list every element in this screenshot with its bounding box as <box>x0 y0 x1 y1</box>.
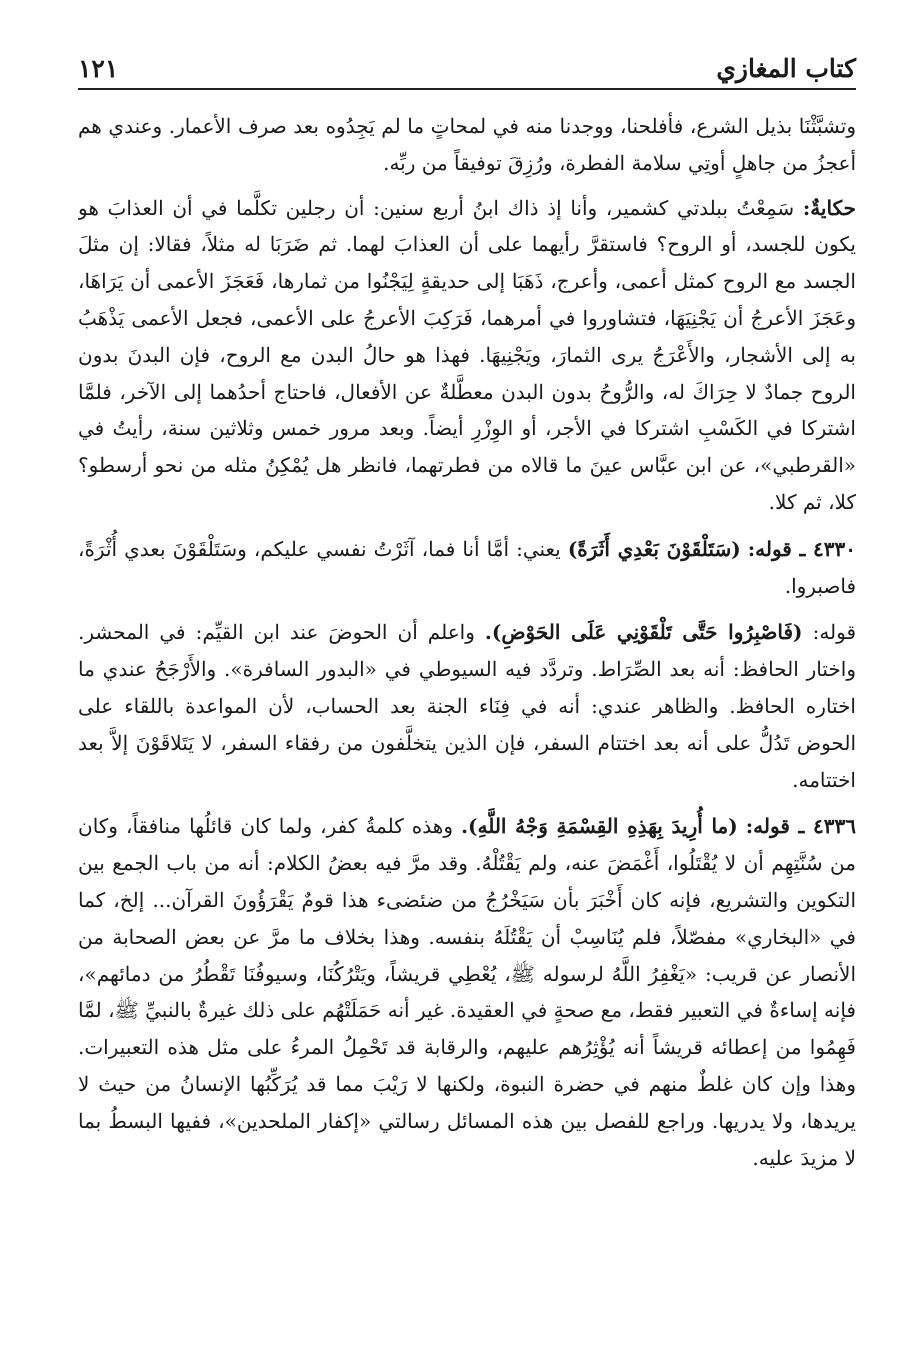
paragraph-lead: قوله: <box>812 620 856 645</box>
paragraph-1 <box>78 108 856 182</box>
paragraph-text: وتشبَّثْنَا بذيل الشرع، فأفلحنا، ووجدنا منه في لمحاتٍ ما لم يَجِدُوه بعد صرف الأعمار. وعندي هم أعجزُ من جاهلٍ أوتِي سلامة الفطرة، ورُزِقَ توفيقاً من ربِّه. <box>78 114 856 175</box>
running-title: كتاب المغازي <box>716 54 856 83</box>
page-header <box>78 52 856 90</box>
page-number: ١٢١ <box>78 54 119 83</box>
hadith-quote: (ما أُرِيدَ بِهَذِهِ القِسْمَةِ وَجْهُ اللَّهِ). <box>461 814 738 839</box>
hadith-quote: (فَاصْبِرُوا حَتَّى تَلْقَوْنِي عَلَى الحَوْضِ). <box>484 620 803 645</box>
hadith-quote: (سَتَلْقَوْنَ بَعْدِي أَثَرَةً) <box>567 536 741 561</box>
paragraph-4 <box>78 614 856 798</box>
hadith-number: ٤٣٣٠ ـ قوله: <box>747 536 856 561</box>
paragraph-text: سَمِعْتُ ببلدتي كشمير، وأنا إذ ذاك ابنُ أربع سنين: أن رجلين تكلَّما في أن العذابَ هو يكون للجسد، أو الروح؟ فاستقرَّ رأيهما على أن العذابَ لهما. ثم ضَرَبَا له مثلاً، فقالا: إن مثلَ الجسد مع الروح كمثل أعمى، وأعرج، ذَهَبَا إلى حديقةٍ لِيَجْنُوا من ثمارها، فَعَجَزَ الأعمى أن يَرَاهَا، وعَجَزَ الأعرجُ أن يَجْنِيَهَا، فتشاوروا في أمرهما، فَرَكِبَ الأعرجُ على الأعمى، فجعل الأعمى يَذْهَبُ به إلى الأشجار، والأَعْرَجُ يرى الثمارَ، ويَجْنِيهَا. فهذا هو حالُ البدن مع الروح، فإن البدنَ بدون الروح جمادٌ لا حِرَاكَ له، والرُّوحُ بدون البدن معطَّلةٌ عن الأفعال، فاحتاج أحدُهما إلى الآخر، فلمَّا اشتركا في الكَسْبِ اشتركا في الأجر، أو الوِزْرِ أيضاً. وبعد مرور خمس وثلاثين سنة، رأيتُ في «القرطبي»، عن ابن عبَّاس عينَ ما قالاه من فطرتهما، فانظر هل يُمْكِنُ مثله من نحو أرسطو؟ كلا، ثم كلا. <box>78 195 856 514</box>
paragraph-2 <box>78 190 856 521</box>
paragraph-text: واعلم أن الحوضَ عند ابن القيِّم: في المحشر. واختار الحافظ: أنه بعد الصِّرَاط. وتردَّد فيه السيوطي في «البدور السافرة». والأَرْجَحُ عندي ما اختاره الحافظ. والظاهر عندي: أنه في فِنَاء الجنة بعد الحساب، لأن المواعدة باللقاء على الحوض تَدُلُّ على أنه بعد اختتام السفر، فإن الذين يتخلَّفون من رفقاء السفر، لا يَتَلاقَوْنَ إلاَّ بعد اختتامه. <box>78 620 856 792</box>
paragraph-text: وهذه كلمةُ كفر، ولما كان قائلُها منافقاً، وكان من سُنَّتِهِم أن لا يُقْتَلُوا، أَغْمَضَ عنه، ولم يَقْتُلْهُ. وقد مرَّ فيه بعضُ الكلام: أنه من باب الجمع بين التكوين والتشريع، فإنه كان أَخْبَرَ بأن سَيَخْرُجُ من ضئضىء هذا قومٌ يَقْرَؤُونَ القرآن... إلخ، كما في «البخاري» مفصّلاً، فلم يُنَاسِبْ أن يَقْتُلَهُ بنفسه. وهذا بخلاف ما مرَّ عن بعض الصحابة من الأنصار عن قريب: «يَغْفِرُ اللَّهُ لرسوله ﷺ، يُعْطِي قريشاً، ويَتْرُكُنَا، وسيوفُنَا تَقْطُرُ من دمائهم»، فإنه إساءةٌ في التعبير فقط، مع صحةٍ في العقيدة. غير أنه حَمَلَتْهُم على ذلك غيرةٌ بالنبيِّ ﷺ، لمَّا فَهِمُوا من إعطائه قريشاً أنه يُؤْثِرُهم عليهم، والرقابة قد تَحْمِلُ المرءُ على مثل هذه التعبيرات. وهذا وإن كان غلطٌ منهم في حضرة النبوة، ولكنها لا رَيْبَ مما قد يُرَكِّبُها الإنسانُ من حيث لا يريدها، ولا يدريها. وراجع للفصل بين هذه المسائل رسالتي «إكفار الملحدين»، ففيها البسطُ بما لا مزيدَ عليه. <box>78 814 856 1170</box>
paragraph-lead: حكايةٌ: <box>802 195 856 220</box>
paragraph-3 <box>78 531 856 605</box>
paragraph-5 <box>78 808 856 1176</box>
page-body <box>78 108 856 1348</box>
hadith-number: ٤٣٣٦ ـ قوله: <box>745 814 856 839</box>
paragraph-text: يعني: أمَّا أنا فما، آثَرْتُ نفسي عليكم، وسَتَلْقَوْنَ بعدي أُثْرَةً، فاصبروا. <box>78 536 856 598</box>
